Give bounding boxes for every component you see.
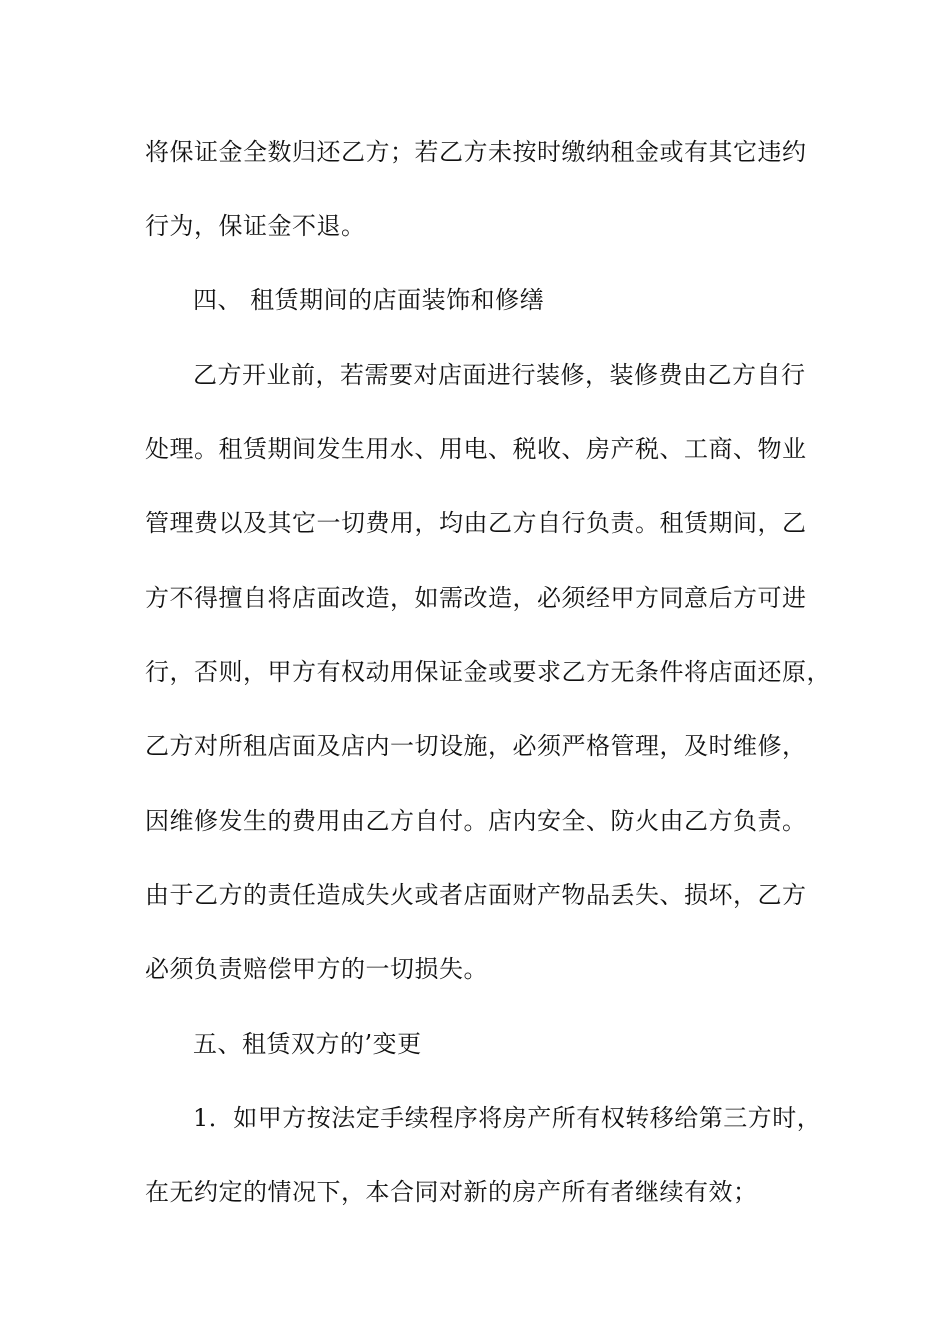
paragraph-line: 在无约定的情况下，本合同对新的房产所有者继续有效； (145, 1178, 758, 1206)
paragraph-line: 方不得擅自将店面改造，如需改造，必须经甲方同意后方可进 (145, 584, 807, 612)
section-heading: 四、 租赁期间的店面装饰和修缮 (193, 286, 545, 314)
paragraph-line: 行为，保证金不退。 (145, 212, 366, 240)
paragraph-line: 1．如甲方按法定手续程序将房产所有权转移给第三方时， (193, 1104, 822, 1132)
paragraph-line: 乙方开业前，若需要对店面进行装修，装修费由乙方自行 (193, 361, 806, 389)
paragraph-line: 管理费以及其它一切费用，均由乙方自行负责。租赁期间，乙 (145, 509, 807, 537)
paragraph-line: 必须负责赔偿甲方的一切损失。 (145, 955, 488, 983)
paragraph-line: 由于乙方的责任造成失火或者店面财产物品丢失、损坏，乙方 (145, 881, 807, 909)
paragraph-line: 行，否则，甲方有权动用保证金或要求乙方无条件将店面还原， (145, 658, 831, 686)
paragraph-line: 将保证金全数归还乙方；若乙方未按时缴纳租金或有其它违约 (145, 138, 807, 166)
paragraph-line: 乙方对所租店面及店内一切设施，必须严格管理，及时维修， (145, 732, 807, 760)
paragraph-line: 因维修发生的费用由乙方自付。店内安全、防火由乙方负责。 (145, 807, 807, 835)
paragraph-line: 处理。租赁期间发生用水、用电、税收、房产税、工商、物业 (145, 435, 807, 463)
section-heading: 五、租赁双方的’变更 (193, 1030, 422, 1058)
